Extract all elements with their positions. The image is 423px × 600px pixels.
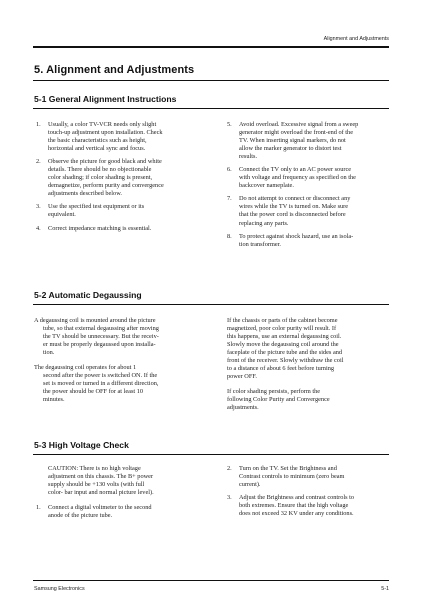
paragraph-line: A degaussing coil is mounted around the picture bbox=[34, 317, 156, 324]
numbered-item bbox=[227, 166, 397, 190]
item-text-line: Turn on the TV. Set the Brightness and bbox=[239, 465, 337, 472]
item-text-line: both extremes. Ensure that the high voltage bbox=[239, 502, 349, 510]
item-text-line: Do not attempt to connect or disconnect any bbox=[239, 195, 351, 203]
section-5-2-left-column bbox=[34, 317, 210, 411]
item-text-line: allow the marker generator to distort test bbox=[239, 145, 342, 153]
paragraph-line: front of the receiver. Slowly withdraw the coil bbox=[227, 357, 344, 365]
item-text-line: Avoid overload. Excessive signal from a sweep bbox=[239, 121, 359, 128]
item-text-line: color shading; if color shading is present, bbox=[48, 174, 153, 182]
paragraph-line: the power should be OFF for at least 10 bbox=[43, 388, 144, 396]
section-rule-5-2 bbox=[33, 304, 389, 305]
item-text-line: tion transformer. bbox=[239, 240, 281, 248]
item-number: 6. bbox=[227, 166, 232, 174]
item-text-line: generator might overload the front-end of the bbox=[239, 129, 354, 137]
paragraph-line: to a distance of about 6 feet before turning bbox=[227, 365, 335, 373]
item-number: 4. bbox=[36, 224, 41, 232]
section-rule-5-3 bbox=[33, 454, 389, 455]
item-text-line: results. bbox=[239, 153, 258, 161]
item-text-line: TV. When inserting signal markers, do not bbox=[239, 137, 346, 145]
item-number: 5. bbox=[227, 121, 232, 128]
item-text-line: Observe the picture for good black and white bbox=[48, 158, 162, 166]
item-number: 1. bbox=[36, 504, 41, 512]
item-text-line: backcover nameplate. bbox=[239, 182, 294, 190]
section-5-2-right-column bbox=[227, 317, 399, 420]
paragraph-line: tion. bbox=[43, 349, 55, 357]
footer-rule bbox=[33, 580, 389, 581]
section-rule-5-1 bbox=[33, 108, 389, 109]
paragraph-line: set is moved or turned in a different direction, bbox=[43, 380, 159, 388]
chapter-rule bbox=[33, 80, 389, 81]
paragraph-line: second after the power is switched ON. If the bbox=[43, 372, 158, 380]
item-number: 3. bbox=[36, 203, 41, 211]
paragraph-line: If the chassis or parts of the cabinet become bbox=[227, 317, 338, 324]
numbered-item bbox=[227, 465, 399, 489]
numbered-item bbox=[36, 225, 206, 233]
caution-note: CAUTION: There is no high voltage adjustment on this chassis. The B+ power supply should be +130 volts (with full color- bar input and normal picture level). bbox=[48, 465, 154, 497]
paragraph-line: If color shading persists, perform the bbox=[227, 388, 321, 396]
section-title-5-3: 5-3 High Voltage Check bbox=[34, 440, 129, 450]
item-number: 2. bbox=[227, 465, 232, 472]
chapter-title: 5. Alignment and Adjustments bbox=[34, 64, 195, 76]
running-header: Alignment and Adjustments bbox=[323, 36, 389, 42]
item-text-line: current). bbox=[239, 481, 261, 489]
page-number: 5-1 bbox=[381, 586, 389, 592]
numbered-item bbox=[227, 195, 397, 227]
numbered-item bbox=[227, 494, 399, 518]
paragraph-line: magnetized, poor color purity will result. If bbox=[227, 325, 337, 333]
paragraph-line: the TV should be unnecessary. But the receiv- bbox=[43, 333, 159, 341]
paragraph bbox=[227, 317, 399, 381]
paragraph-line: power OFF. bbox=[227, 373, 257, 381]
item-text-line: Correct impedance matching is essential. bbox=[48, 224, 152, 232]
paragraph-line: this happens, use an external degaussing coil. bbox=[227, 333, 342, 341]
item-number: 8. bbox=[227, 232, 232, 240]
section-title-5-2: 5-2 Automatic Degaussing bbox=[34, 290, 142, 300]
item-text-line: does not exceed 32 KV under any conditions. bbox=[239, 510, 354, 518]
paragraph-line: adjustments. bbox=[227, 404, 259, 412]
item-text-line: details. There should be no objectionable bbox=[48, 166, 152, 174]
paragraph-line: faceplate of the picture tube and the sides and bbox=[227, 349, 343, 357]
paragraph-line: Slowly move the degaussing coil around the bbox=[227, 341, 339, 349]
numbered-item bbox=[36, 158, 206, 198]
section-5-1-right-column bbox=[227, 121, 397, 254]
paragraph-line: er must be properly degaussed upon installa- bbox=[43, 341, 156, 349]
numbered-item bbox=[227, 233, 397, 249]
paragraph-line: following Color Purity and Convergence bbox=[227, 396, 330, 404]
item-text-line: Usually, a color TV-VCR needs only slight bbox=[48, 121, 157, 128]
item-text-line: anode of the picture tube. bbox=[48, 512, 113, 520]
numbered-item bbox=[227, 121, 397, 161]
item-number: 2. bbox=[36, 158, 41, 166]
item-number: 7. bbox=[227, 195, 232, 203]
paragraph bbox=[34, 364, 210, 404]
paragraph-line: tube, so that external degaussing after moving bbox=[43, 325, 159, 333]
item-text-line: replacing any parts. bbox=[239, 219, 289, 227]
paragraph bbox=[34, 317, 210, 357]
footer-publisher: Samsung Electronics bbox=[34, 586, 85, 592]
item-text-line: that the power cord is disconnected before bbox=[239, 211, 346, 219]
item-text-line: the basic characteristics such as height, bbox=[48, 137, 147, 145]
paragraph-line: The degaussing coil operates for about 1 bbox=[34, 364, 137, 372]
section-5-3-left-column bbox=[36, 465, 210, 525]
section-5-3-right-column bbox=[227, 465, 399, 523]
item-text-line: Use the specified test equipment or its bbox=[48, 203, 145, 211]
item-text-line: Adjust the Brightness and contrast controls to bbox=[239, 494, 355, 502]
numbered-item bbox=[36, 203, 206, 219]
item-text-line: with voltage and frequency as specified on the bbox=[239, 174, 356, 182]
item-text-line: touch-up adjustment upon installation. Check bbox=[48, 129, 163, 137]
item-text-line: To protect against shock hazard, use an isola- bbox=[239, 232, 354, 240]
item-text-line: horizontal and vertical sync and focus. bbox=[48, 145, 146, 153]
item-number: 3. bbox=[227, 494, 232, 502]
item-text-line: wires while the TV is turned on. Make sure bbox=[239, 203, 349, 211]
numbered-item bbox=[36, 121, 206, 153]
header-rule bbox=[33, 46, 389, 48]
item-number: 1. bbox=[36, 121, 41, 128]
item-text-line: Connect a digital voltmeter to the second bbox=[48, 504, 152, 512]
numbered-item bbox=[36, 504, 210, 520]
item-text-line: demagnetize, perform purity and convergence bbox=[48, 182, 164, 190]
item-text-line: Connect the TV only to an AC power source bbox=[239, 166, 352, 174]
section-title-5-1: 5-1 General Alignment Instructions bbox=[34, 94, 177, 104]
paragraph-line: minutes. bbox=[43, 396, 65, 404]
item-text-line: Contrast controls to minimum (zero beam bbox=[239, 473, 345, 481]
item-text-line: equivalent. bbox=[48, 211, 76, 219]
item-text-line: adjustments described below. bbox=[48, 190, 122, 198]
paragraph bbox=[227, 388, 399, 412]
section-5-1-left-column bbox=[36, 121, 206, 238]
